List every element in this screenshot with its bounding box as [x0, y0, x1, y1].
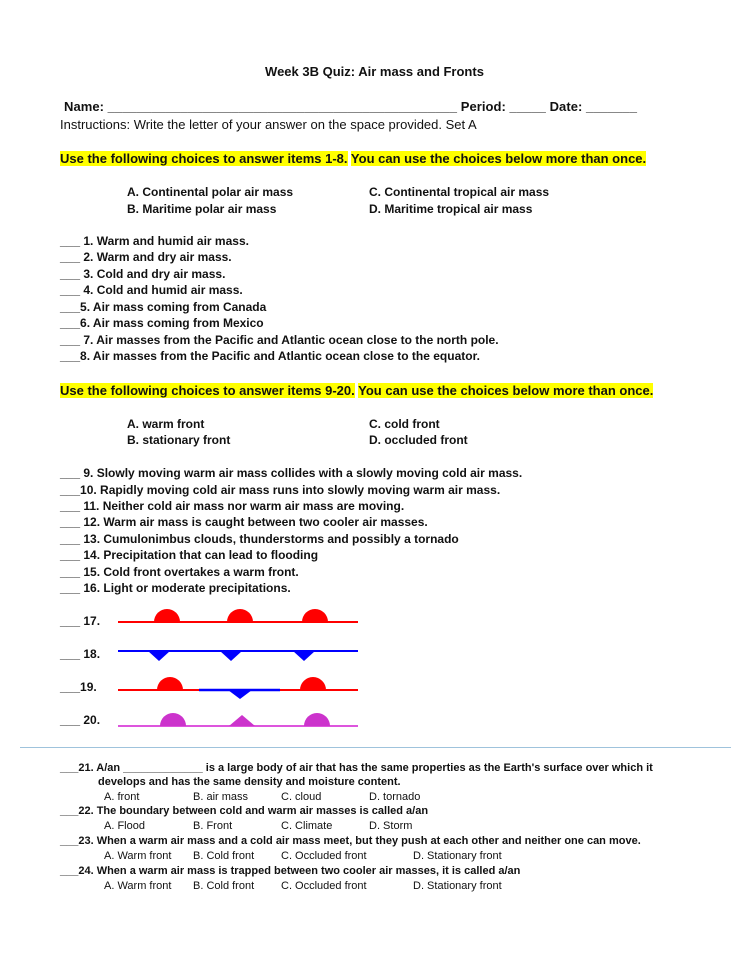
stationary-front-icon: [118, 676, 360, 702]
question-21-option-a: A. front: [104, 791, 140, 803]
question-item-8: ___8. Air masses from the Pacific and Atlantic ocean close to the equator.: [60, 349, 480, 363]
section-divider: [20, 747, 731, 748]
question-22-option-c: C. Climate: [281, 820, 333, 832]
warm-front-icon: [118, 608, 360, 628]
quiz-title: Week 3B Quiz: Air mass and Fronts: [265, 64, 484, 79]
cold-front-icon: [118, 646, 360, 666]
question-item-6: ___6. Air mass coming from Mexico: [60, 316, 264, 330]
section1-choice-a: A. Continental polar air mass: [127, 185, 294, 199]
question-item-19: ___19.: [60, 680, 97, 694]
question-item-4: ___ 4. Cold and humid air mass.: [60, 283, 243, 297]
question-item-15: ___ 15. Cold front overtakes a warm front.: [60, 565, 299, 579]
question-item-18: ___ 18.: [60, 647, 101, 661]
question-item-13: ___ 13. Cumulonimbus clouds, thunderstorms and possibly a tornado: [60, 532, 459, 546]
name-period-date-line: Name: ________________________________________________ Period: _____ Date: _______: [64, 99, 637, 114]
question-item-12: ___ 12. Warm air mass is caught between two cooler air masses.: [60, 515, 428, 529]
question-item-7: ___ 7. Air masses from the Pacific and Atlantic ocean close to the north pole.: [60, 333, 499, 347]
section1-choice-c: C. Continental tropical air mass: [369, 185, 550, 199]
section2-choice-b: B. stationary front: [127, 433, 231, 447]
question-21-option-b: B. air mass: [193, 791, 249, 803]
question-23-option-b: B. Cold front: [193, 850, 255, 862]
question-item-3: ___ 3. Cold and dry air mass.: [60, 267, 226, 281]
question-item-1: ___ 1. Warm and humid air mass.: [60, 234, 249, 248]
question-22-option-b: B. Front: [193, 820, 233, 832]
question-21-line2: develops and has the same density and moisture content.: [98, 776, 401, 788]
question-item-9: ___ 9. Slowly moving warm air mass collides with a slowly moving cold air mass.: [60, 466, 523, 480]
section2-choice-a: A. warm front: [127, 417, 205, 431]
question-23-option-c: C. Occluded front: [281, 850, 367, 862]
question-24-option-a: A. Warm front: [104, 880, 172, 892]
section1-choice-b: B. Maritime polar air mass: [127, 202, 277, 216]
section2-choice-c: C. cold front: [369, 417, 440, 431]
question-item-2: ___ 2. Warm and dry air mass.: [60, 250, 232, 264]
instructions: Instructions: Write the letter of your answer on the space provided. Set A: [60, 117, 477, 132]
question-22-option-a: A. Flood: [104, 820, 145, 832]
question-24-option-b: B. Cold front: [193, 880, 255, 892]
question-item-16: ___ 16. Light or moderate precipitations.: [60, 581, 291, 595]
section1-highlight-part1: Use the following choices to answer items 1-8.: [60, 151, 348, 166]
question-24-option-d: D. Stationary front: [413, 880, 502, 892]
question-item-17: ___ 17.: [60, 614, 101, 628]
question-item-14: ___ 14. Precipitation that can lead to flooding: [60, 548, 319, 562]
question-item-20: ___ 20.: [60, 713, 101, 727]
question-23-line1: ___23. When a warm air mass and a cold air mass meet, but they push at each other and neither one can move.: [60, 835, 641, 847]
question-23-option-a: A. Warm front: [104, 850, 172, 862]
section2-highlight-part1: Use the following choices to answer items 9-20.: [60, 383, 355, 398]
section1-highlight-part2: You can use the choices below more than once.: [350, 151, 647, 166]
section1-instructions: [60, 151, 646, 166]
question-21-option-c: C. cloud: [281, 791, 322, 803]
question-item-11: ___ 11. Neither cold air mass nor warm air mass are moving.: [60, 499, 405, 513]
question-22-option-d: D. Storm: [369, 820, 413, 832]
section2-instructions: [60, 383, 653, 398]
question-22-line1: ___22. The boundary between cold and warm air masses is called a/an: [60, 805, 429, 817]
question-21-option-d: D. tornado: [369, 791, 421, 803]
question-item-5: ___5. Air mass coming from Canada: [60, 300, 267, 314]
section2-choice-d: D. occluded front: [369, 433, 468, 447]
question-21-line1: ___21. A/an _____________ is a large body of air that has the same properties as the Earth's surface over which it: [60, 762, 653, 774]
occluded-front-icon: [118, 710, 360, 730]
section2-highlight-part2: You can use the choices below more than once.: [358, 383, 654, 398]
question-24-option-c: C. Occluded front: [281, 880, 367, 892]
question-24-line1: ___24. When a warm air mass is trapped between two cooler air masses, it is called a/an: [60, 865, 521, 877]
section1-choice-d: D. Maritime tropical air mass: [369, 202, 533, 216]
question-23-option-d: D. Stationary front: [413, 850, 502, 862]
question-item-10: ___10. Rapidly moving cold air mass runs into slowly moving warm air mass.: [60, 483, 501, 497]
